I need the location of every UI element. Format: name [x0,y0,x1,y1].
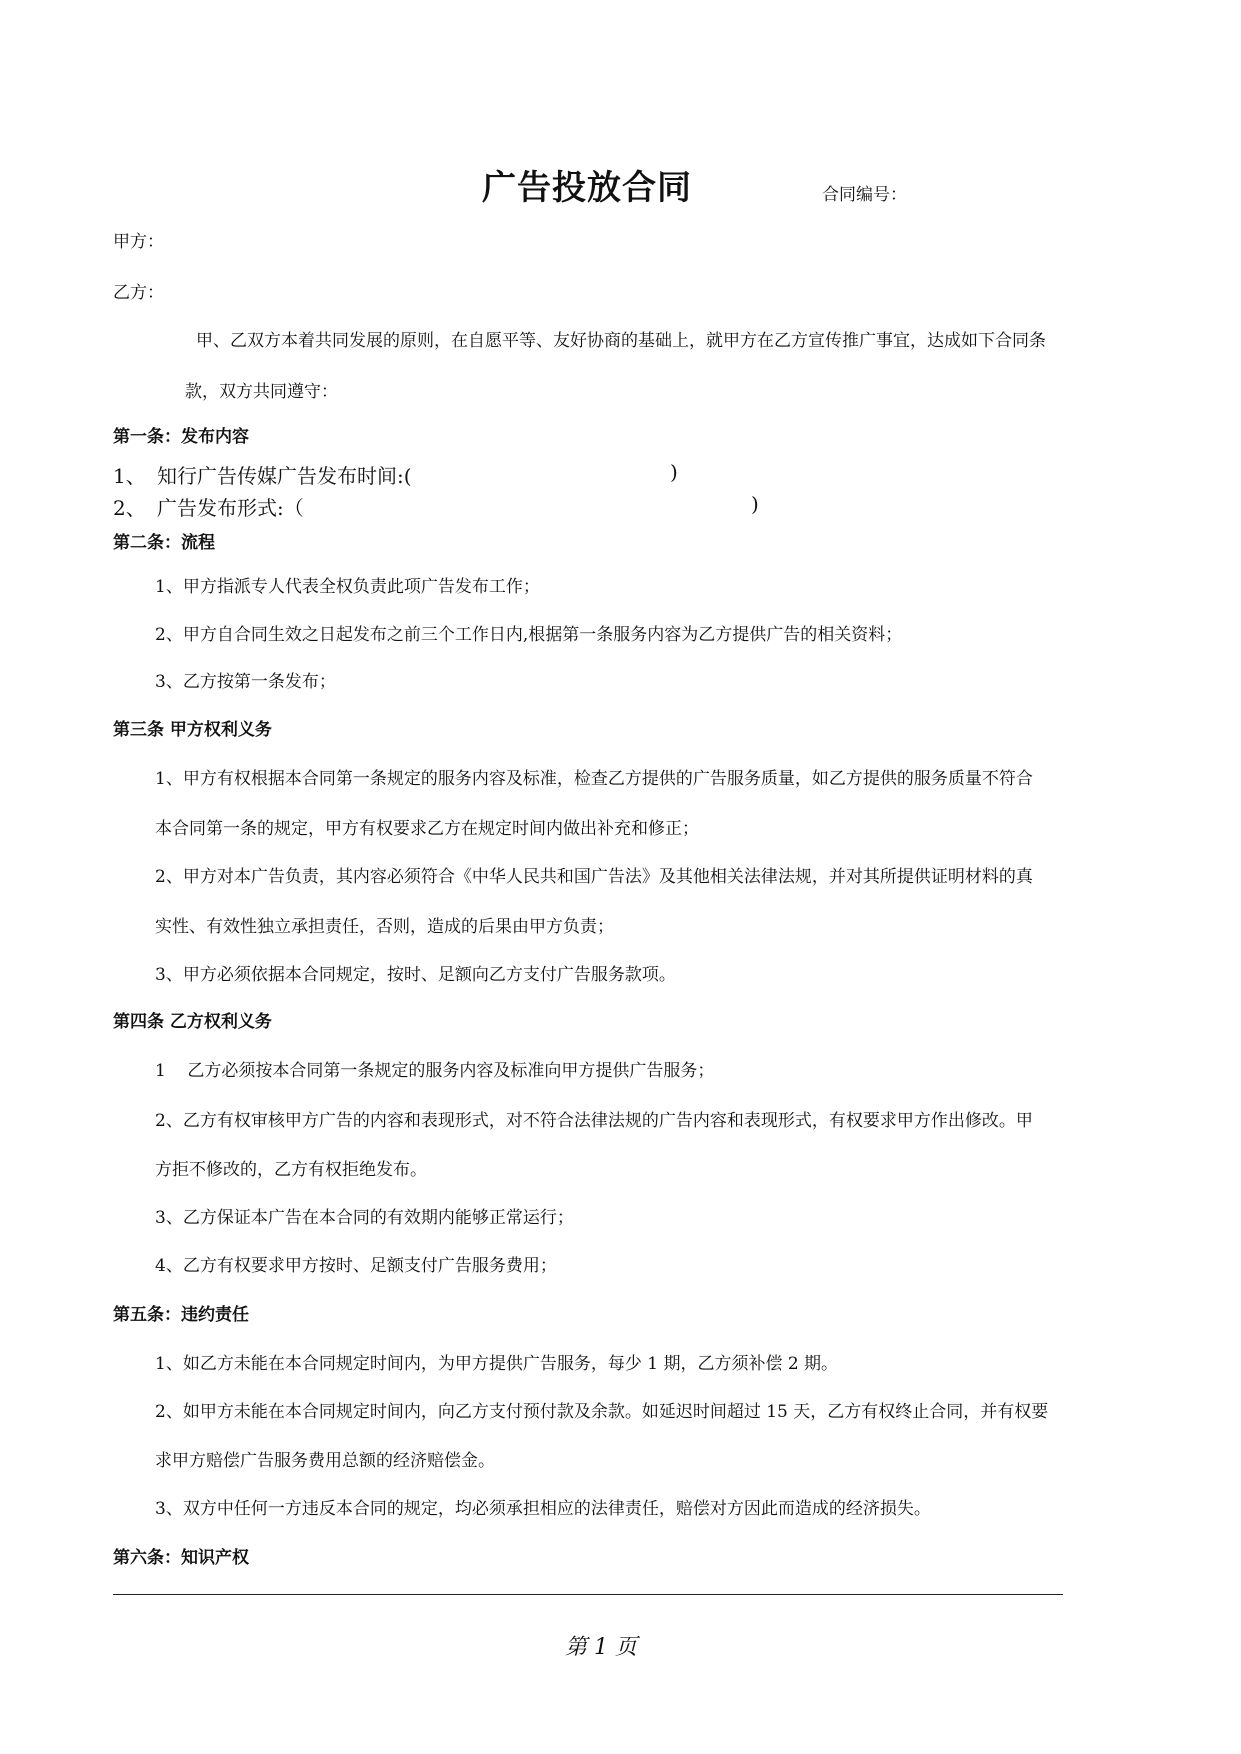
clause-line: 求甲方赔偿广告服务费用总额的经济赔偿金。 [155,1451,495,1471]
clause-line: 3、双方中任何一方违反本合同的规定，均必须承担相应的法律责任，赔偿对方因此而造成的经济损失。 [155,1499,931,1519]
clause-line: 4、乙方有权要求甲方按时、足额支付广告服务费用； [155,1256,557,1276]
clause-line: 1、甲方指派专人代表全权负责此项广告发布工作； [155,577,540,597]
clause-line: 2、乙方有权审核甲方广告的内容和表现形式，对不符合法律法规的广告内容和表现形式，有权要求甲方作出修改。甲 [155,1111,1033,1131]
clause-line: 1、如乙方未能在本合同规定时间内，为甲方提供广告服务，每少 1 期，乙方须补偿 2 期。 [155,1354,839,1374]
party-b-label: 乙方： [113,283,164,303]
clause-line: 3、乙方保证本广告在本合同的有效期内能够正常运行； [155,1208,574,1228]
page-number: 第 1 页 [565,1635,637,1660]
footer-divider [113,1594,1063,1595]
section-heading: 第四条 乙方权利义务 [113,1012,272,1032]
intro-line: 甲、乙双方本着共同发展的原则，在自愿平等、友好协商的基础上，就甲方在乙方宣传推广事宜，达成如下合同条 [196,331,1046,351]
clause-line: 本合同第一条的规定，甲方有权要求乙方在规定时间内做出补充和修正； [155,819,699,839]
list-item-label: 广告发布形式:（ [157,496,304,520]
contract-number-label: 合同编号： [822,185,907,205]
list-item-close-paren: ) [751,492,759,516]
clause-line: 方拒不修改的，乙方有权拒绝发布。 [155,1160,427,1180]
clause-line: 1 乙方必须按本合同第一条规定的服务内容及标准向甲方提供广告服务； [155,1061,715,1081]
document-title: 广告投放合同 [482,168,692,208]
section-heading: 第三条 甲方权利义务 [113,720,272,740]
clause-line: 实性、有效性独立承担责任，否则，造成的后果由甲方负责； [155,917,614,937]
section-heading: 第五条：违约责任 [113,1305,249,1325]
list-item-number: 1、 [113,464,146,488]
list-item-number: 2、 [113,496,146,520]
section-heading: 第一条：发布内容 [113,427,249,447]
clause-line: 2、甲方对本广告负责，其内容必须符合《中华人民共和国广告法》及其他相关法律法规，并对其所提供证明材料的真 [155,867,1033,887]
party-a-label: 甲方： [113,232,164,252]
clause-line: 1、甲方有权根据本合同第一条规定的服务内容及标准，检查乙方提供的广告服务质量，如乙方提供的服务质量不符合 [155,769,1033,789]
list-item-label: 知行广告传媒广告发布时间:( [157,464,412,488]
intro-line: 款，双方共同遵守： [185,382,338,402]
clause-line: 3、乙方按第一条发布； [155,672,336,692]
section-heading: 第二条：流程 [113,533,215,553]
section-heading: 第六条：知识产权 [113,1548,249,1568]
clause-line: 3、甲方必须依据本合同规定，按时、足额向乙方支付广告服务款项。 [155,965,676,985]
clause-line: 2、如甲方未能在本合同规定时间内，向乙方支付预付款及余款。如延迟时间超过 15 天，乙方有权终止合同，并有权要 [155,1402,1049,1422]
clause-line: 2、甲方自合同生效之日起发布之前三个工作日内,根据第一条服务内容为乙方提供广告的相关资料； [155,625,903,645]
list-item-close-paren: ) [670,460,678,484]
